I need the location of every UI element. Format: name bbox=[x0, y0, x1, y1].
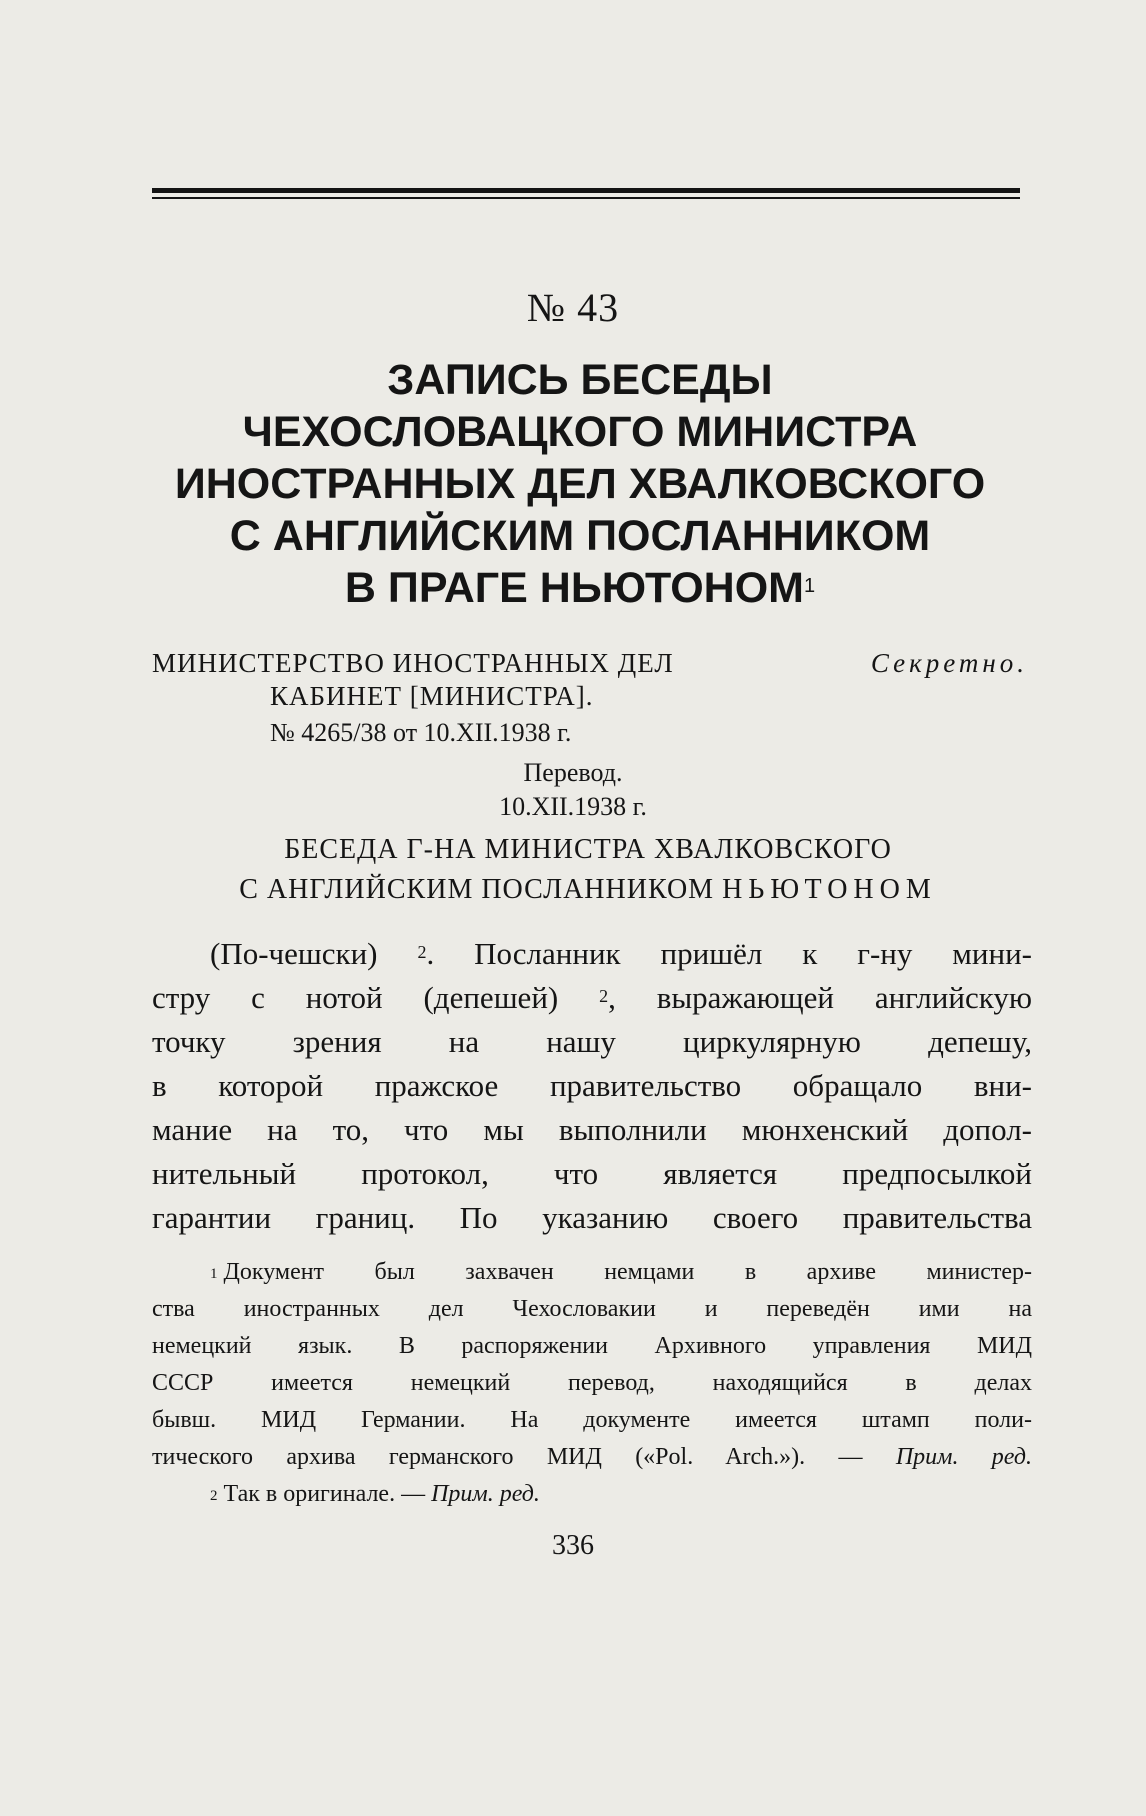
translation-date: 10.XII.1938 г. bbox=[499, 792, 647, 821]
footnote-mark: 2 bbox=[417, 942, 427, 962]
footnotes bbox=[152, 1254, 1032, 1513]
header-rule-thick bbox=[152, 188, 1020, 193]
translation-label: Перевод. bbox=[523, 758, 623, 787]
ministry-header bbox=[152, 646, 1028, 681]
document-title bbox=[140, 354, 1020, 614]
body-line: нительный протокол, что является предпосылкой bbox=[152, 1156, 1032, 1191]
body-paragraph bbox=[152, 932, 1032, 1240]
header-rule-thin bbox=[152, 197, 1020, 199]
page-number: 336 bbox=[552, 1530, 594, 1561]
classification-label: Секретно. bbox=[870, 648, 1028, 678]
body-line bbox=[152, 976, 1032, 1020]
cabinet-label: КАБИНЕТ [МИНИСТРА]. bbox=[270, 681, 594, 711]
body-line bbox=[152, 932, 1032, 976]
title-line-last bbox=[140, 562, 1020, 614]
body-line: мание на то, что мы выполнили мюнхенский допол- bbox=[152, 1112, 1032, 1147]
body-text-fragment: , выражающей английскую bbox=[608, 980, 1032, 1015]
conversation-title-line: БЕСЕДА Г-НА МИНИСТРА ХВАЛКОВСКОГО bbox=[284, 834, 892, 865]
document-reference: № 4265/38 от 10.XII.1938 г. bbox=[270, 718, 572, 747]
footnote-number: 1 bbox=[210, 1266, 218, 1282]
footnote-line: бывш. МИД Германии. На документе имеется штамп поли- bbox=[152, 1407, 1032, 1433]
footnote-line bbox=[152, 1439, 1032, 1476]
conversation-title-line bbox=[140, 870, 1036, 910]
footnote-line: ства иностранных дел Чехословакии и переведён ими на bbox=[152, 1296, 1032, 1322]
conversation-title bbox=[140, 830, 1036, 910]
body-text-fragment: стру с нотой (депешей) bbox=[152, 980, 559, 1015]
title-line: ЗАПИСЬ БЕСЕДЫ bbox=[387, 356, 773, 404]
editor-note: Прим. ред. bbox=[431, 1481, 540, 1507]
title-line-text: В ПРАГЕ НЬЮТОНОМ bbox=[344, 564, 804, 612]
footnote-line: СССР имеется немецкий перевод, находящийся в делах bbox=[152, 1370, 1032, 1396]
footnote-line bbox=[152, 1254, 1032, 1291]
ministry-name: МИНИСТЕРСТВО ИНОСТРАННЫХ ДЕЛ bbox=[152, 648, 674, 678]
body-line: в которой пражское правительство обращало вни- bbox=[152, 1068, 1032, 1103]
footnote-mark: 1 bbox=[803, 575, 816, 597]
body-line: точку зрения на нашу циркулярную депешу, bbox=[152, 1024, 1032, 1059]
footnote-number: 2 bbox=[210, 1488, 218, 1504]
body-text-fragment: . Посланник пришёл к г-ну мини- bbox=[426, 936, 1033, 971]
conversation-title-prefix: С АНГЛИЙСКИМ ПОСЛАННИКОМ bbox=[239, 874, 715, 905]
editor-note: Прим. ред. bbox=[895, 1444, 1032, 1470]
footnote-text: Так в оригинале. — bbox=[223, 1481, 432, 1507]
conversation-title-name: НЬЮТОНОМ bbox=[722, 874, 937, 905]
footnote-text: тического архива германского МИД («Pol. Arch.»). — bbox=[152, 1444, 896, 1470]
footnote-line: немецкий язык. В распоряжении Архивного управления МИД bbox=[152, 1333, 1032, 1359]
title-line: ИНОСТРАННЫХ ДЕЛ ХВАЛКОВСКОГО bbox=[174, 460, 986, 508]
body-text-fragment: (По-чешски) bbox=[210, 936, 378, 971]
footnote-text: Документ был захвачен немцами в архиве министер- bbox=[223, 1259, 1032, 1285]
title-line: ЧЕХОСЛОВАЦКОГО МИНИСТРА bbox=[242, 408, 918, 456]
footnote-mark: 2 bbox=[599, 986, 609, 1006]
footnote-line bbox=[152, 1476, 1032, 1513]
document-number: № 43 bbox=[526, 285, 620, 330]
title-line: С АНГЛИЙСКИМ ПОСЛАННИКОМ bbox=[229, 512, 931, 560]
body-line: гарантии границ. По указанию своего правительства bbox=[152, 1200, 1032, 1235]
